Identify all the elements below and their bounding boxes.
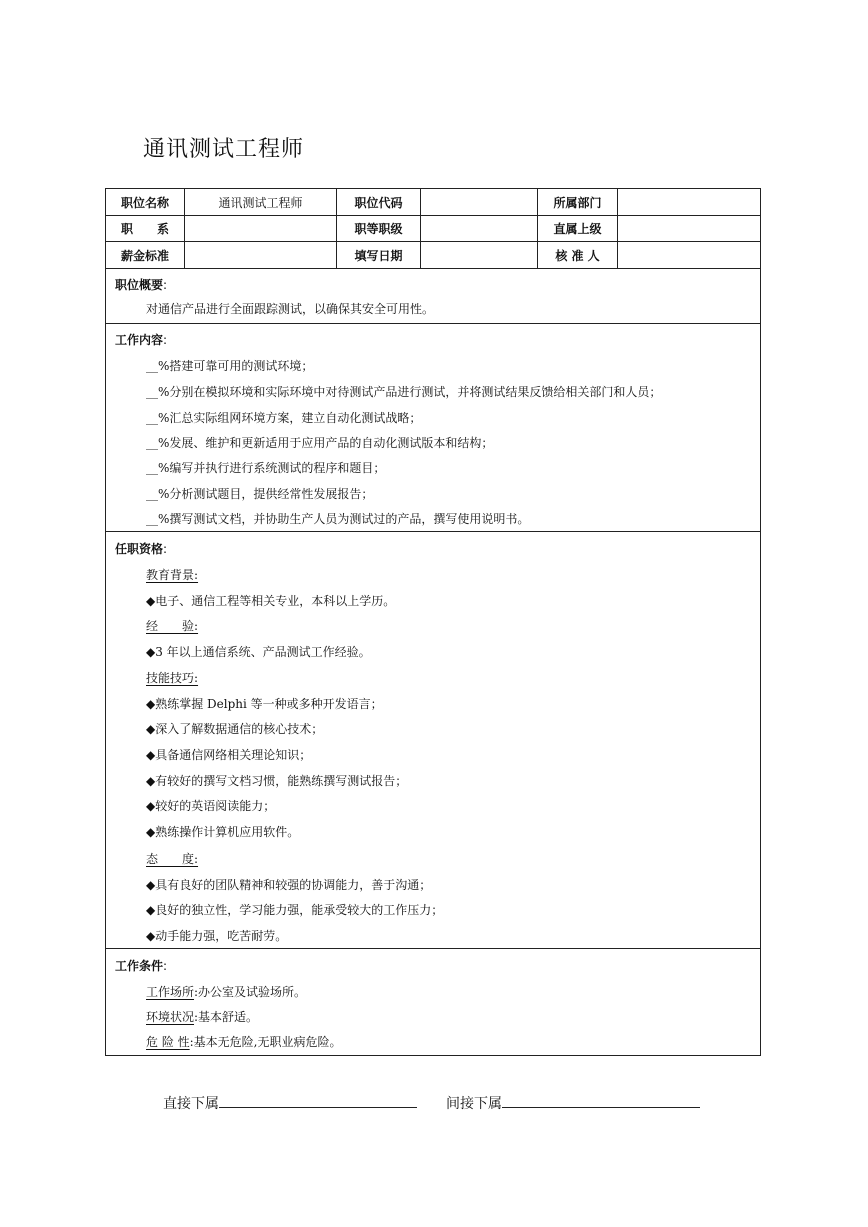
indirect-reports-blank[interactable]	[502, 1093, 700, 1108]
list-item: ◆熟练操作计算机应用软件。	[146, 825, 300, 839]
value-fill-date	[421, 242, 538, 268]
condition-value: :基本无危险,无职业病危险。	[189, 1035, 342, 1049]
list-item: __%编写并执行进行系统测试的程序和题目；	[146, 461, 386, 475]
condition-value: :办公室及试验场所。	[194, 985, 307, 999]
indirect-reports-field	[446, 1093, 700, 1113]
list-item: __%汇总实际组网环境方案，建立自动化测试战略；	[146, 411, 422, 425]
condition-label: 工作场所	[146, 985, 195, 999]
label-fill-date: 填写日期	[337, 242, 421, 268]
list-item: ◆有较好的撰写文档习惯，能熟练撰写测试报告；	[146, 774, 408, 788]
education-label: 教育背景:	[146, 568, 199, 582]
list-item: ◆3 年以上通信系统、产品测试工作经验。	[146, 645, 371, 659]
value-department	[618, 189, 760, 215]
direct-reports-field	[163, 1093, 417, 1113]
label-approver: 核 准 人	[538, 242, 618, 268]
label-supervisor: 直属上级	[538, 216, 618, 241]
value-approver	[618, 242, 760, 268]
section-heading: 职位概要:	[115, 278, 168, 292]
direct-reports-blank[interactable]	[219, 1093, 417, 1108]
section-qualifications	[106, 532, 760, 949]
list-item: __%分析测试题目，提供经常性发展报告；	[146, 487, 374, 501]
info-row-1	[106, 189, 760, 216]
value-salary	[185, 242, 337, 268]
list-item: __%撰写测试文档，并协助生产人员为测试过的产品，撰写使用说明书。	[146, 512, 530, 526]
label-department: 所属部门	[538, 189, 618, 215]
section-conditions	[106, 949, 760, 1055]
section-summary	[106, 269, 760, 324]
job-description-form	[105, 188, 761, 1056]
section-duties	[106, 324, 760, 532]
info-row-3	[106, 242, 760, 269]
skills-label: 技能技巧:	[146, 671, 199, 685]
summary-text: 对通信产品进行全面跟踪测试，以确保其安全可用性。	[146, 302, 435, 316]
section-heading: 工作条件:	[115, 959, 168, 973]
list-item: ◆熟练掌握 Delphi 等一种或多种开发语言；	[146, 697, 383, 711]
label-position-code: 职位代码	[337, 189, 421, 215]
condition-item	[146, 1008, 258, 1025]
section-heading: 任职资格:	[115, 542, 168, 556]
list-item: ◆具有良好的团队精神和较强的协调能力，善于沟通；	[146, 878, 432, 892]
direct-reports-label: 直接下属	[163, 1096, 219, 1112]
value-job-family	[185, 216, 337, 241]
value-position-code	[421, 189, 538, 215]
label-job-family: 职 系	[106, 216, 185, 241]
value-supervisor	[618, 216, 760, 241]
info-row-2	[106, 216, 760, 242]
attitude-label: 态 度:	[146, 852, 199, 866]
page-title: 通讯测试工程师	[143, 137, 305, 162]
condition-item	[146, 983, 306, 1000]
condition-label: 危 险 性	[146, 1035, 190, 1049]
list-item: ◆较好的英语阅读能力；	[146, 799, 276, 813]
list-item: __%分别在模拟环境和实际环境中对待测试产品进行测试，并将测试结果反馈给相关部门和人员；	[146, 385, 662, 399]
label-grade: 职等职级	[337, 216, 421, 241]
condition-label: 环境状况	[146, 1010, 195, 1024]
indirect-reports-label: 间接下属	[446, 1096, 502, 1112]
list-item: ◆电子、通信工程等相关专业，本科以上学历。	[146, 594, 396, 608]
value-position-name: 通讯测试工程师	[185, 189, 337, 215]
label-position-name: 职位名称	[106, 189, 185, 215]
list-item: ◆具备通信网络相关理论知识；	[146, 748, 312, 762]
list-item: ◆动手能力强，吃苦耐劳。	[146, 929, 288, 943]
experience-label: 经 验:	[146, 619, 199, 633]
condition-value: :基本舒适。	[194, 1010, 259, 1024]
value-grade	[421, 216, 538, 241]
list-item: __%发展、维护和更新适用于应用产品的自动化测试版本和结构；	[146, 436, 494, 450]
list-item: ◆良好的独立性，学习能力强，能承受较大的工作压力；	[146, 903, 444, 917]
section-heading: 工作内容:	[115, 333, 168, 347]
list-item: __%搭建可靠可用的测试环境；	[146, 359, 314, 373]
condition-item	[146, 1033, 342, 1050]
list-item: ◆深入了解数据通信的核心技术；	[146, 722, 324, 736]
label-salary: 薪金标准	[106, 242, 185, 268]
